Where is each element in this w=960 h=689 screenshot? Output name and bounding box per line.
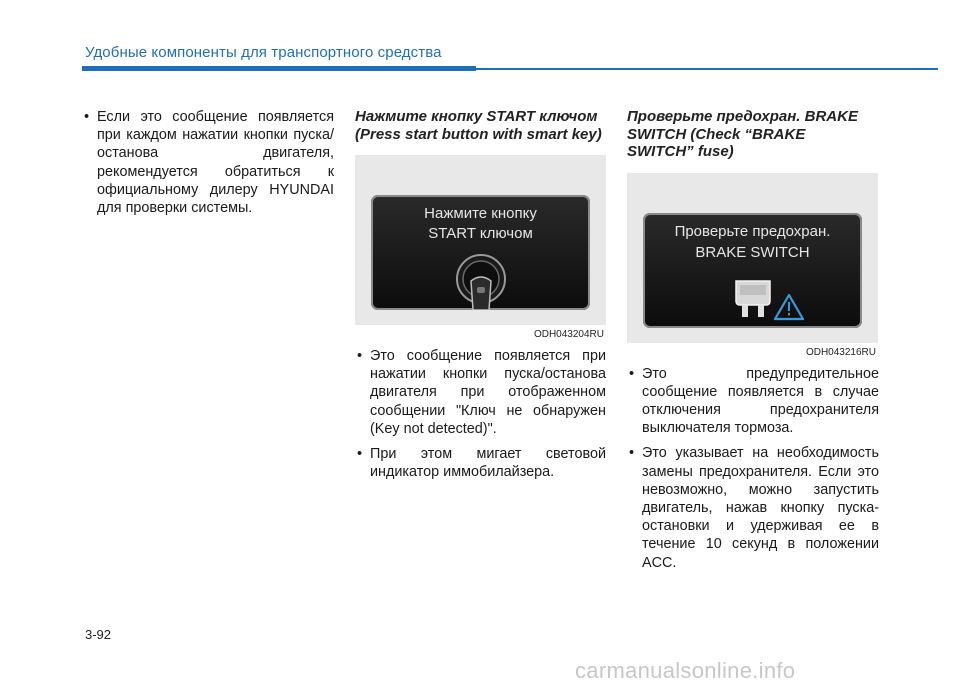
header-rule-thick — [82, 66, 476, 71]
watermark: carmanualsonline.info — [575, 658, 796, 683]
figure-code: ODH043204RU — [533, 329, 604, 340]
figure-brake-switch-message — [627, 173, 878, 358]
bullet-item: • Если это сообщение появляется при каждом нажатии кнопки пуска/останова двигателя, рекомендуется обратиться к официальному дилеру HYUNDAI для проверки системы. — [82, 108, 334, 217]
section-title: Удобные компоненты для транспортного средства — [85, 44, 442, 61]
warning-triangle-icon — [643, 213, 862, 328]
column-3 — [627, 108, 879, 579]
cluster-display — [643, 213, 862, 328]
column-2 — [355, 108, 606, 488]
page-number: 3-92 — [85, 627, 112, 642]
smart-key-icon — [371, 195, 590, 310]
heading-line: Проверьте предохран. BRAKE — [627, 108, 858, 125]
heading-line: SWITCH” fuse) — [627, 143, 734, 160]
bullet-list — [627, 365, 879, 572]
figure-start-button-message — [355, 155, 606, 340]
bullet-item: • При этом мигает световой индикатор иммобилайзера. — [355, 445, 606, 481]
bullet-list — [82, 108, 334, 217]
message-heading — [627, 108, 879, 161]
heading-line: SWITCH (Check “BRAKE — [627, 125, 806, 143]
bullet-list — [355, 347, 606, 481]
display-line: START ключом — [428, 225, 533, 242]
heading-line: Нажмите кнопку START ключом — [355, 108, 598, 125]
figure-code: ODH043216RU — [805, 346, 876, 358]
bullet-item: • Это сообщение появляется при нажатии кнопки пуска/останова двигателя при отображенном сообщении "Ключ не обнаружен (Key not detected)". — [355, 347, 606, 438]
message-heading — [355, 108, 606, 143]
bullet-item: • Это предупредительное сообщение появляется в случае отключения предохранителя выключателя тормоза. — [627, 365, 879, 438]
header-rule-thin — [476, 68, 938, 70]
cluster-display — [371, 195, 590, 310]
column-1 — [82, 108, 334, 224]
heading-line: (Press start button with smart key) — [355, 125, 602, 143]
display-line: BRAKE SWITCH — [695, 243, 810, 261]
display-line: Нажмите кнопку — [424, 205, 537, 222]
bullet-item: • Это указывает на необходимость замены предохранителя. Если это невозможно, можно запустить двигатель, нажав кнопку пуска-остановки и удерживая ее в течение 10 секунд в положении ACC. — [627, 444, 879, 571]
display-line: Проверьте предохран. — [674, 222, 831, 240]
